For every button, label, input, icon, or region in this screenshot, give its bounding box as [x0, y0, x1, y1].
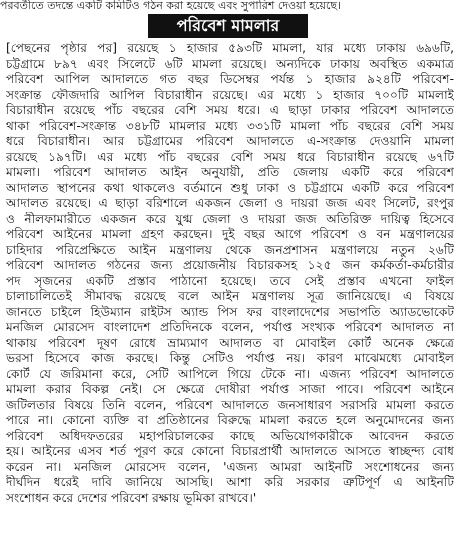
article-line: ধরে বিচারাধীন। আর চট্টগ্রামের পরিবেশ আদালতে এ-সংক্রান্ত দেওয়ানি মামলা [6, 134, 454, 148]
article-line: আদালত রয়েছে। এ ছাড়া বরিশালে একজন জেলা ও দায়রা জজ এবং সিলেট, রংপুর [6, 196, 454, 210]
article-line: দীর্ঘদিন ধরেই দাবি জানিয়ে আসছি। আশা করি সরকার ত্রুটিপূর্ণ এ আইনটি [6, 475, 454, 489]
article-line: জটিলতার বিষয়ে তিনি বলেন, পরিবেশ আদালতে জনসাধারণ সরাসরি মামলা করতে [6, 397, 454, 412]
article-line: পরিবেশ আদালত গঠনের জন্য প্রয়োজনীয় বিচারকসহ ১২৫ জন কর্মকর্তা-কর্মচারীর [6, 258, 454, 272]
article-line: সংক্রান্ত ফৌজদারি আপিল বিচারাধীন রয়েছে। এর মধ্যে ১ হাজার ৭০০টি মামলাই [6, 87, 454, 102]
article-line: পদ সৃজনের একটি প্রস্তাব পাঠানো হয়েছে। তবে সেই প্রস্তাব এখনো ফাইল [6, 273, 454, 288]
article-line: ও নীলফামারীতে একজন করে যুগ্ম জেলা ও দায়রা জজ অতিরিক্ত দায়িত্ব হিসেবে [6, 211, 454, 226]
article-line: মনজিল মোরসেদ বাংলাদেশ প্রতিদিনকে বলেন, পর্যাপ্ত সংখ্যক পরিবেশ আদালত না [6, 320, 454, 334]
article-body [6, 41, 454, 537]
article-line: পরিবেশ আইনের মামলা গ্রহণ করছেন। দুই বছর আগে পরিবেশ ও বন মন্ত্রণালয়ের [6, 227, 454, 241]
article-line: ভরসা হিসেবে কাজ করছে। কিন্তু সেটিও পর্যাপ্ত নয়। কারণ মাঝেমধ্যে মোবাইল [6, 351, 454, 365]
article-line: সংশোধন করে দেশের পরিবেশ রক্ষায় ভূমিকা রাখবে।' [6, 490, 257, 505]
article-line: রয়েছে ১৯৭টি। এর মধ্যে পাঁচ বছরের বেশি সময় ধরে বিচারাধীন রয়েছে ৬৭টি [6, 149, 454, 164]
article-line: মামলা করার বিকল্প নেই। সে ক্ষেত্রে দোষীরা পর্যাপ্ত সাজা পাবে। পরিবেশ আইনে [6, 382, 454, 396]
article-line: হয়। আইনের এসব শর্ত পূরণ করে কোনো বিচারপ্রার্থী আদালতে আসতে স্বাচ্ছন্দ্য বোধ [6, 444, 454, 458]
article-line: কোর্ট যে জরিমানা করে, সেটি আপিলে গিয়ে টেকে না। এজন্য পরিবেশ আদালতে [6, 366, 454, 381]
article-line: চট্টগ্রামে ৮৯৭ এবং সিলেটে ৬টি মামলা রয়েছে। অন্যদিকে ঢাকায় অবস্থিত একমাত্র [6, 56, 454, 71]
article-line: [পেছনের পৃষ্ঠার পর] রয়েছে ১ হাজার ৫৯৩টি মামলা, যার মধ্যে ঢাকায় ৬৯৬টি, [6, 41, 454, 55]
article-line: আদালত স্থাপনের কথা থাকলেও বর্তমানে শুধু ঢাকা ও চট্টগ্রামে একটি করে পরিবেশ [6, 180, 454, 195]
article-line: থাকায় পরিবেশ দূষণ রোধে ভ্রাম্যমাণ আদালত বা মোবাইল কোর্ট অনেক ক্ষেত্রে [6, 335, 454, 350]
article-line: থাকা পরিবেশ-সংক্রান্ত ৩৪৮টি মামলার মধ্যে ৩৩১টি মামলা পাঁচ বছরের বেশি সময় [6, 118, 454, 133]
article-title: পরিবেশ মামলার [148, 14, 308, 38]
article-line: চালাচালিতেই সীমাবদ্ধ রয়েছে বলে আইন মন্ত্রণালয় সূত্র জানিয়েছে। এ বিষয়ে [6, 289, 454, 303]
article-line: পরিবেশ আপিল আদালতে গত বছর ডিসেম্বর পর্যন্ত ১ হাজার ৯২৪টি পরিবেশ- [6, 72, 454, 86]
article-line: চাহিদার পরিপ্রেক্ষিতে আইন মন্ত্রণালয় থেকে জনপ্রশাসন মন্ত্রণালয়ে নতুন ২৬টি [6, 242, 454, 257]
article-line: করেন না। মনজিল মোরসেদ বলেন, 'এজন্য আমরা আইনটি সংশোধনের জন্য [6, 459, 454, 474]
previous-article-fragment: পরবর্তীতে তদন্তে একটি কমিটিও গঠন করা হয়েছে এবং সুপারিশ দেওয়া হয়েছে। [0, 0, 342, 12]
article-line: জানতে চাইলে হিউম্যান রাইটস অ্যান্ড পিস ফর বাংলাদেশের সভাপতি অ্যাডভোকেট [6, 304, 454, 319]
article-line: মামলা। পরিবেশ আদালত আইন অনুযায়ী, প্রতি জেলায় একটি করে পরিবেশ [6, 165, 454, 179]
article-line: পরিবেশ অধিদফতরের মহাপরিচালকের কাছে অভিযোগকারীকে আবেদন করতে [6, 428, 454, 443]
article-line: পারে না। কোনো ব্যক্তি বা প্রতিষ্ঠানের বিরুদ্ধে মামলা করতে হলে অনুমোদনের জন্য [6, 413, 454, 427]
article-line: বিচারাধীন রয়েছে পাঁচ বছরের বেশি সময় ধরে। এ ছাড়া ঢাকার পরিবেশ আদালতে [6, 103, 454, 117]
